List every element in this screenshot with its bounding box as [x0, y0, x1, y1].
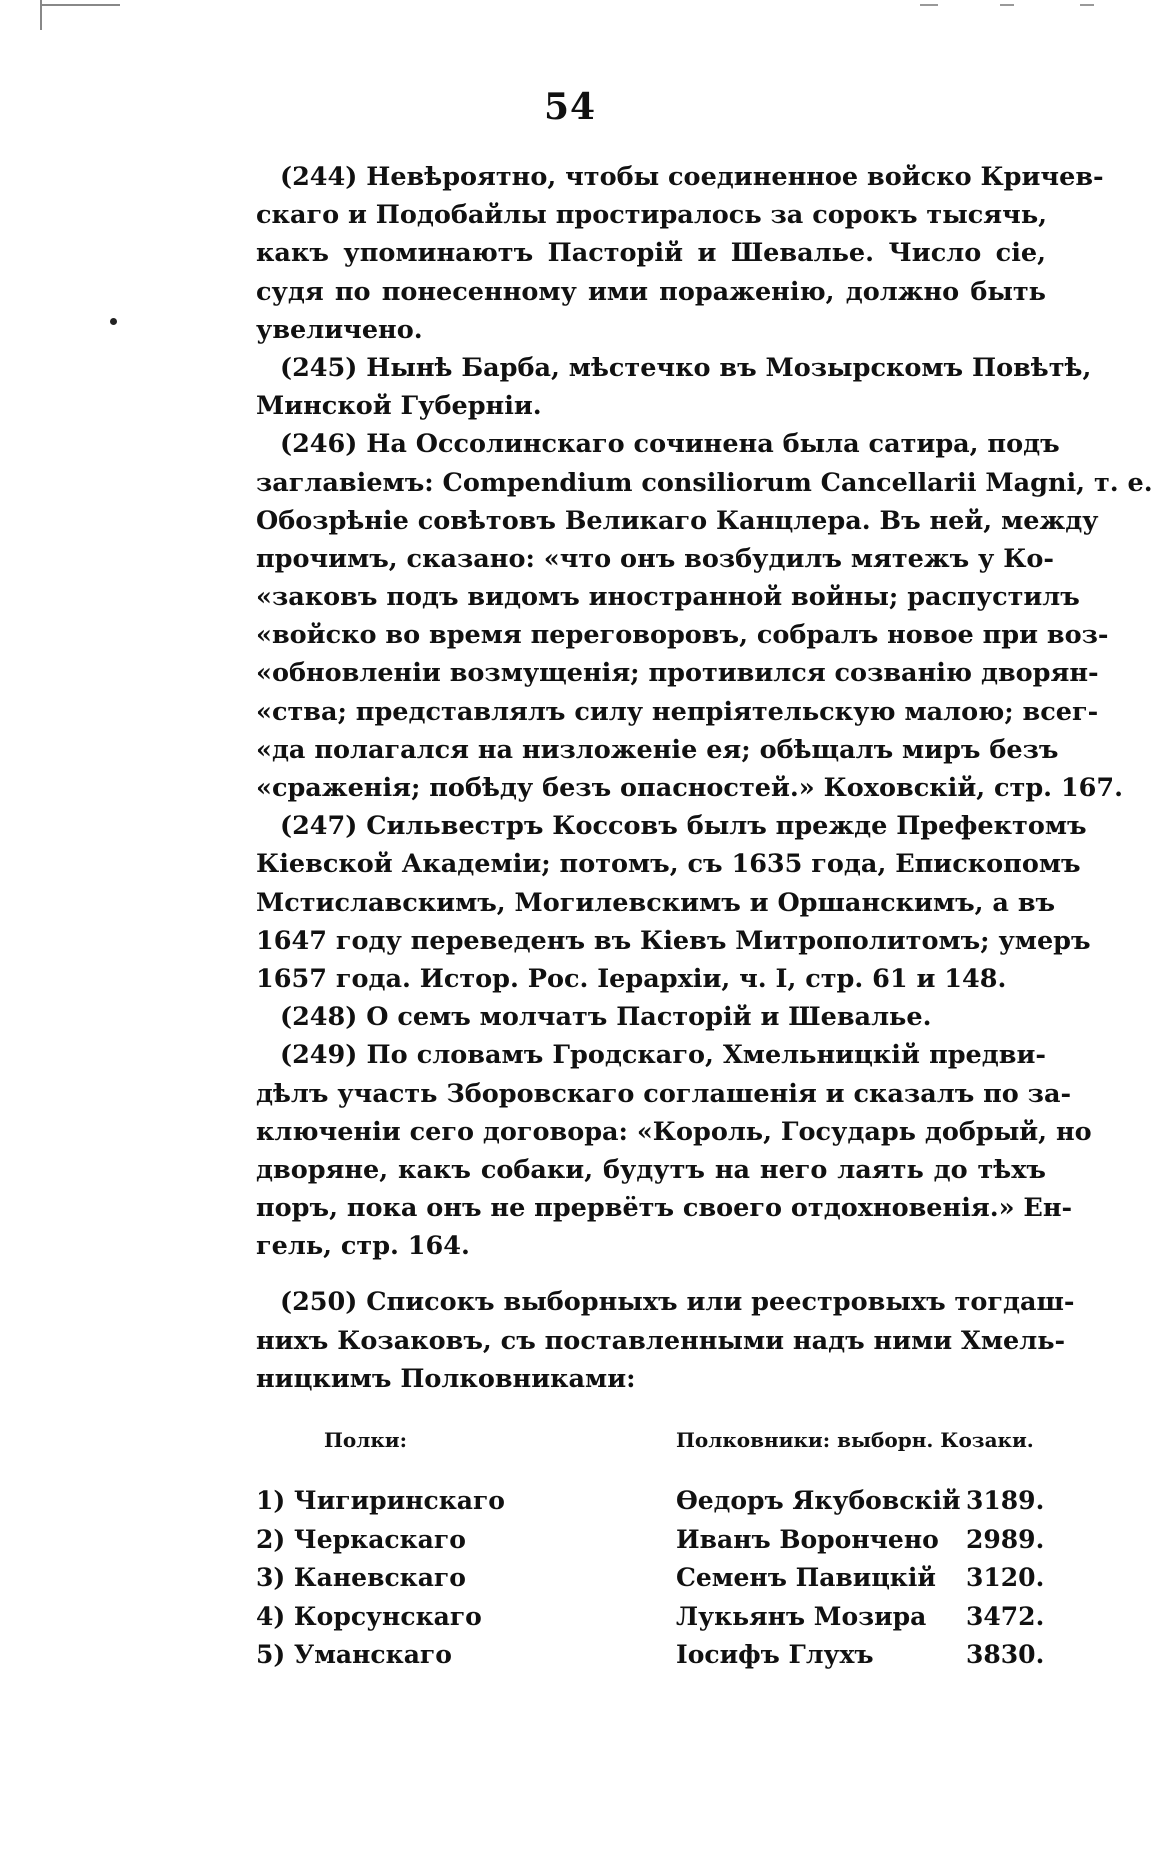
- header-colonels: Полковники: выборн. Козаки.: [676, 1428, 1034, 1452]
- text-line: Мстиславскимъ, Могилевскимъ и Оршанскимъ, а въ: [256, 887, 1056, 918]
- text-line: «заковъ подъ видомъ иностранной войны; распустилъ: [256, 582, 1080, 613]
- text-line: 1647 году переведенъ въ Кіевъ Митрополитомъ; умеръ: [256, 925, 1091, 956]
- text-line: (249) По словамъ Гродскаго, Хмельницкій предви-: [280, 1040, 1046, 1071]
- page-number: 54: [543, 86, 597, 128]
- text-line: «обновленіи возмущенія; противился созванію дворян-: [256, 658, 1099, 689]
- text-line: дѣлъ участь Зборовскаго соглашенія и сказалъ по за-: [256, 1078, 1072, 1109]
- text-line: (248) О семъ молчатъ Пасторій и Шевалье.: [280, 1002, 932, 1033]
- table-row: [256, 1598, 1046, 1637]
- colonel-name: Іосифъ Глухъ: [676, 1640, 874, 1669]
- table-row: [256, 1521, 1046, 1560]
- text-line: гель, стр. 164.: [256, 1231, 470, 1262]
- scan-dash: [920, 4, 938, 6]
- table-rows: [256, 1482, 1046, 1675]
- text-line: Минской Губерніи.: [256, 391, 542, 422]
- table-header: [256, 1420, 1046, 1460]
- text-line: 1657 года. Истор. Рос. Іерархіи, ч. I, стр. 61 и 148.: [256, 963, 1007, 994]
- regiment-name: 4) Корсунскаго: [256, 1601, 482, 1631]
- scan-dash: [1080, 4, 1094, 6]
- colonel-name: Иванъ Ворончено: [676, 1524, 939, 1554]
- colonel-name: Лукьянъ Мозира: [676, 1601, 927, 1631]
- regiment-name: 3) Каневскаго: [256, 1563, 466, 1592]
- text-line: (245) Нынѣ Барба, мѣстечко въ Мозырскомъ Повѣтѣ,: [280, 352, 1092, 383]
- text-line: «ства; представлялъ силу непріятельскую малою; всег-: [256, 696, 1099, 727]
- table-row: [256, 1559, 1046, 1598]
- cossack-count: 3472.: [966, 1601, 1045, 1631]
- text-line: судя по понесенному ими пораженію, должно быть: [256, 276, 1046, 307]
- regiment-name: 1) Чигиринскаго: [256, 1486, 505, 1515]
- ink-spot: [110, 318, 117, 325]
- scan-dash: [1000, 4, 1014, 6]
- text-line: Кіевской Академіи; потомъ, съ 1635 года, Епископомъ: [256, 849, 1081, 880]
- regiment-name: 2) Черкаскаго: [256, 1524, 466, 1554]
- text-line: нихъ Козаковъ, съ поставленными надъ ними Хмель-: [256, 1325, 1066, 1356]
- footnotes-body: [256, 158, 1153, 1398]
- text-line: «да полагался на низложеніе ея; обѣщалъ миръ безъ: [256, 734, 1059, 765]
- regiment-name: 5) Уманскаго: [256, 1640, 452, 1669]
- text-line: (246) На Оссолинскаго сочинена была сатира, подъ: [280, 429, 1060, 460]
- text-line: (250) Списокъ выборныхъ или реестровыхъ тогдаш-: [280, 1287, 1075, 1318]
- text-line: «войско во время переговоровъ, собралъ новое при воз-: [256, 620, 1109, 651]
- text-line: ницкимъ Полковниками:: [256, 1363, 636, 1394]
- cossack-count: 2989.: [966, 1524, 1045, 1554]
- text-line: дворяне, какъ собаки, будутъ на него лаять до тѣхъ: [256, 1154, 1046, 1185]
- regiments-table: [256, 1420, 1046, 1675]
- header-regiments: Полки:: [324, 1428, 407, 1452]
- text-line: заглавіемъ: Compendium consiliorum Cancellarii Magni, т. е.: [256, 467, 1153, 498]
- cossack-count: 3189.: [966, 1486, 1045, 1515]
- table-row: [256, 1482, 1046, 1521]
- text-line: (247) Сильвестръ Коссовъ былъ прежде Префектомъ: [280, 811, 1087, 842]
- text-line: скаго и Подобайлы простиралось за сорокъ тысячь,: [256, 200, 1047, 231]
- scan-corner-mark-horizontal: [40, 4, 120, 6]
- table-row: [256, 1636, 1046, 1675]
- colonel-name: Ѳедоръ Якубовскій: [676, 1486, 961, 1515]
- text-line: «сраженія; побѣду безъ опасностей.» Коховскій, стр. 167.: [256, 773, 1124, 803]
- text-line: (244) Невѣроятно, чтобы соединенное войско Кричев-: [280, 162, 1104, 192]
- cossack-count: 3120.: [966, 1563, 1045, 1592]
- colonel-name: Семенъ Павицкій: [676, 1563, 936, 1592]
- text-line: Обозрѣніе совѣтовъ Великаго Канцлера. Въ ней, между: [256, 505, 1099, 536]
- text-line: ключеніи сего договора: «Король, Государь добрый, но: [256, 1116, 1092, 1147]
- text-line: какъ упоминаютъ Пасторій и Шевалье. Число сіе,: [256, 238, 1046, 269]
- text-line: поръ, пока онъ не прервётъ своего отдохновенія.» Ен-: [256, 1193, 1073, 1224]
- text-line: прочимъ, сказано: «что онъ возбудилъ мятежъ у Ко-: [256, 543, 1055, 574]
- cossack-count: 3830.: [966, 1640, 1045, 1669]
- text-line: увеличено.: [256, 314, 423, 345]
